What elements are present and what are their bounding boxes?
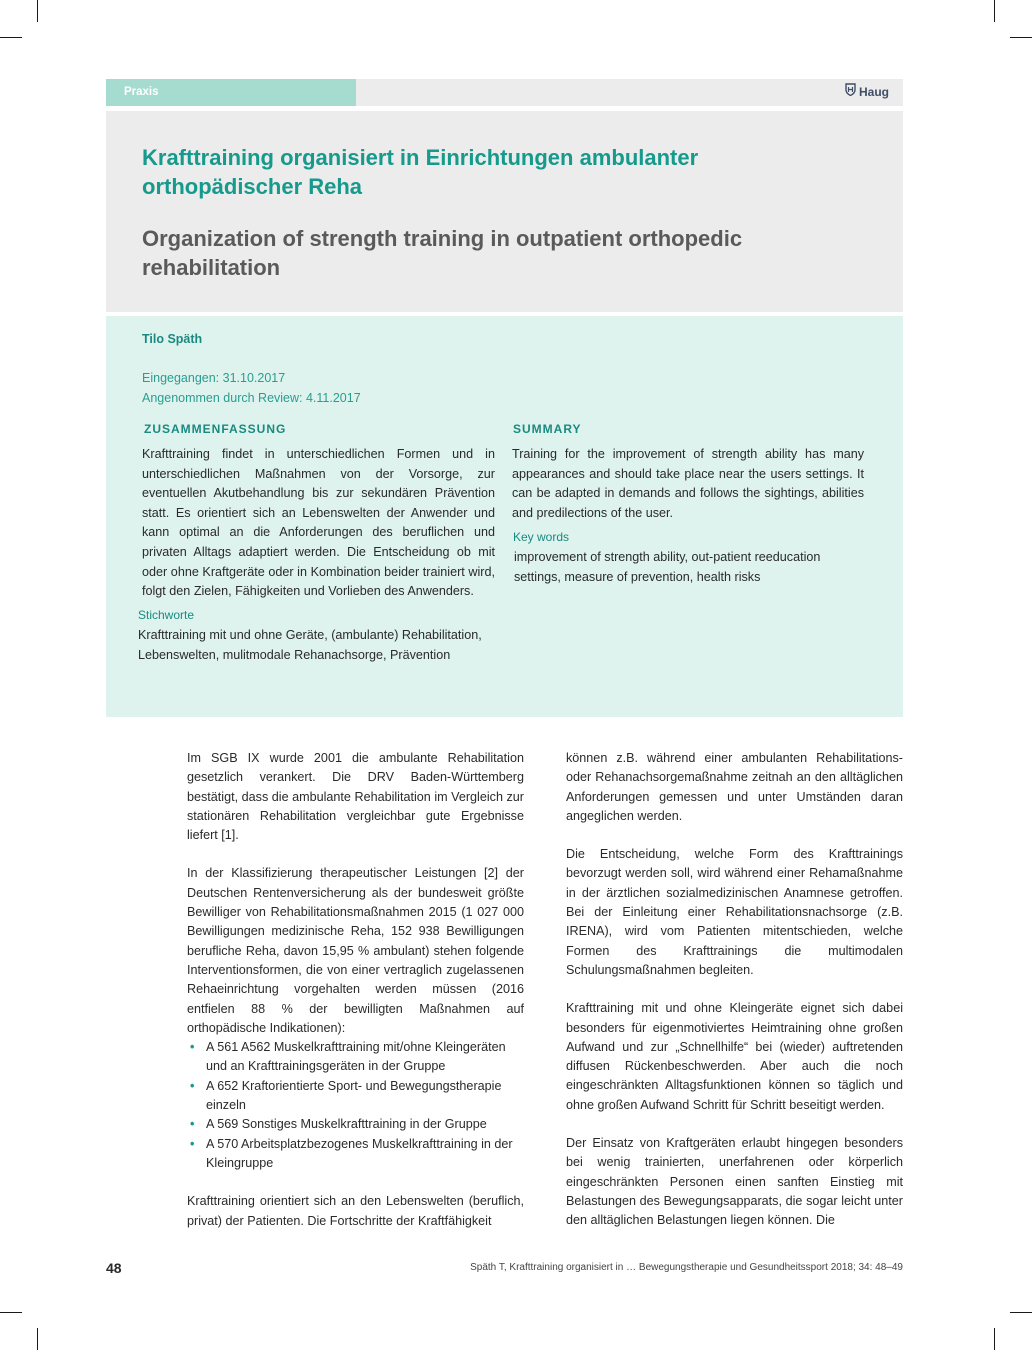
crop-mark	[0, 37, 22, 38]
body-column-left	[187, 749, 524, 1250]
list-item: • A 652 Kraftorientierte Sport- und Bewegungstherapie einzeln	[190, 1078, 502, 1113]
bullet-icon: •	[190, 1078, 195, 1093]
summary-heading: SUMMARY	[513, 422, 582, 436]
body-paragraph: Die Entscheidung, welche Form des Krafttrainings bevorzugt werden soll, wird während einer Rehamaßnahme in der ärztlichen sozialmedizinischen Anamnese getroffen. Bei der Einleitung einer Rehabilitationsnachsorge (z.B. IRENA), wird vom Patienten mitentschieden, welche Formen des Krafttrainings die multimodalen Schulungsmaßnahmen begleiten.	[566, 847, 903, 977]
received-date: Eingegangen: 31.10.2017	[142, 371, 286, 385]
body-paragraph: Im SGB IX wurde 2001 die ambulante Rehabilitation gesetzlich verankert. Die DRV Baden-Württemberg bestätigt, dass die ambulante Rehabilitation im Vergleich zur stationären Rehabilitation vergleichbar gute Ergebnisse liefert [1].	[187, 751, 524, 843]
keywords-text: improvement of strength ability, out-patient reeducation settings, measure of prevention, health risks	[514, 550, 821, 584]
keywords-label: Key words	[513, 530, 570, 544]
title-box	[106, 111, 903, 312]
article-dates	[142, 369, 361, 408]
crop-mark	[0, 1312, 22, 1313]
summary-text: Training for the improvement of strength ability has many appearances and should take place near the users settings. It can be adapted in demands and follows the sightings, abilities and predilections of the user.	[512, 447, 864, 520]
body-paragraph: können z.B. während einer ambulanten Rehabilitations- oder Rehanachsorgemaßnahme zeitnah an den alltäglichen Anforderungen gemessen und unter Umständen daran angeglichen werden.	[566, 751, 903, 823]
body-paragraph: Krafttraining orientiert sich an den Lebenswelten (beruflich, privat) der Patienten. Die Fortschritte der Kraftfähigkeit	[187, 1194, 524, 1228]
stichworte-text: Krafttraining mit und ohne Geräte, (ambulante) Rehabilitation, Lebenswelten, mulitmodale Rehanachsorge, Prävention	[138, 628, 482, 662]
stichworte-label: Stichworte	[138, 608, 195, 622]
list-item: • A 569 Sonstiges Muskelkrafttraining in der Gruppe	[187, 1115, 524, 1134]
footer-citation: Späth T, Krafttraining organisiert in … Bewegungstherapie und Gesundheitssport 2018; 34: 48–49	[470, 1262, 903, 1273]
publisher-logo	[845, 79, 889, 106]
author-name: Tilo Späth	[142, 332, 203, 346]
crop-mark	[37, 0, 38, 22]
body-paragraph: Krafttraining mit und ohne Kleingeräte eignet sich dabei besonders für eigenmotiviertes Heimtraining ohne großen Aufwand und zur „Schnellhilfe“ bei (wieder) auftretenden diffusen Rückenbeschwerden. Aber auch die noch eingeschränkten Alltagsfunktionen können so täglich und ohne großen Aufwand Schritt für Schritt beseitigt werden.	[566, 1001, 903, 1112]
zusammenfassung-heading: ZUSAMMENFASSUNG	[144, 422, 287, 436]
crop-mark	[1010, 37, 1032, 38]
publisher-icon	[845, 79, 856, 106]
body-paragraph: Der Einsatz von Kraftgeräten erlaubt hingegen besonders bei wenig trainierten, unerfahrenen oder körperlich eingeschränkten Personen einen sanften Einstieg mit Belastungen des Bewegungsapparats, die sogar leicht unter den alltäglichen Belastungen liegen können. Die	[566, 1136, 903, 1228]
article-title-german: Krafttraining organisiert in Einrichtungen ambulanter orthopädischer Reha	[142, 145, 699, 199]
list-item: • A 561 A562 Muskelkrafttraining mit/ohne Kleingeräten und an Krafttrainingsgeräten in der Gruppe	[190, 1040, 506, 1074]
abstract-box	[106, 316, 903, 717]
crop-mark	[1010, 1312, 1032, 1313]
accepted-date: Angenommen durch Review: 4.11.2017	[142, 390, 361, 405]
body-paragraph: In der Klassifizierung therapeutischer Leistungen [2] der Deutschen Rentenversicherung als der bundesweit größte Bewilliger von Rehabilitationsmaßnahmen 2015 (1 027 000 Bewilligungen medizinische Reha, 152 938 Bewilligungen berufliche Reha, davon 15,95 % ambulant) stehen folgende Interventionsformen, die von einer vertraglich zugelassenen Rehaeinrichtung vorgehalten werden müssen (2016 entfielen 88 % der bewilligten Maßnahmen auf orthopädische Indikationen):	[187, 866, 524, 1035]
intervention-list	[187, 1038, 524, 1173]
bullet-icon: •	[190, 1040, 195, 1055]
bullet-icon: •	[190, 1136, 195, 1151]
crop-mark	[994, 1328, 995, 1350]
crop-mark	[994, 0, 995, 22]
publisher-name: Haug	[859, 85, 889, 99]
zusammenfassung-text: Krafttraining findet in unterschiedlichen Formen und in unterschiedlichen Maßnahmen von der Vorsorge, zur eventuellen Akutbehandlung bis zur sekundären Prävention statt. Es orientiert sich an Lebenswelten der Anwender und kann optimal an die Anforderungen des beruflichen und privaten Alltags adaptiert werden. Die Entscheidung ob mit oder ohne Kraftgeräte oder in Kombination beider trainiert wird, folgt den Zielen, Fähigkeiten und Vorlieben des Anwenders.	[142, 447, 495, 599]
article-title-english: Organization of strength training in outpatient orthopedic rehabilitation	[142, 226, 743, 280]
body-column-right	[566, 749, 903, 1250]
list-item: • A 570 Arbeitsplatzbezogenes Muskelkrafttraining in der Kleingruppe	[190, 1136, 513, 1170]
page-number: 48	[106, 1260, 122, 1276]
section-label: Praxis	[106, 79, 356, 106]
crop-mark	[37, 1328, 38, 1350]
bullet-icon: •	[190, 1117, 195, 1132]
header-band	[106, 79, 903, 106]
